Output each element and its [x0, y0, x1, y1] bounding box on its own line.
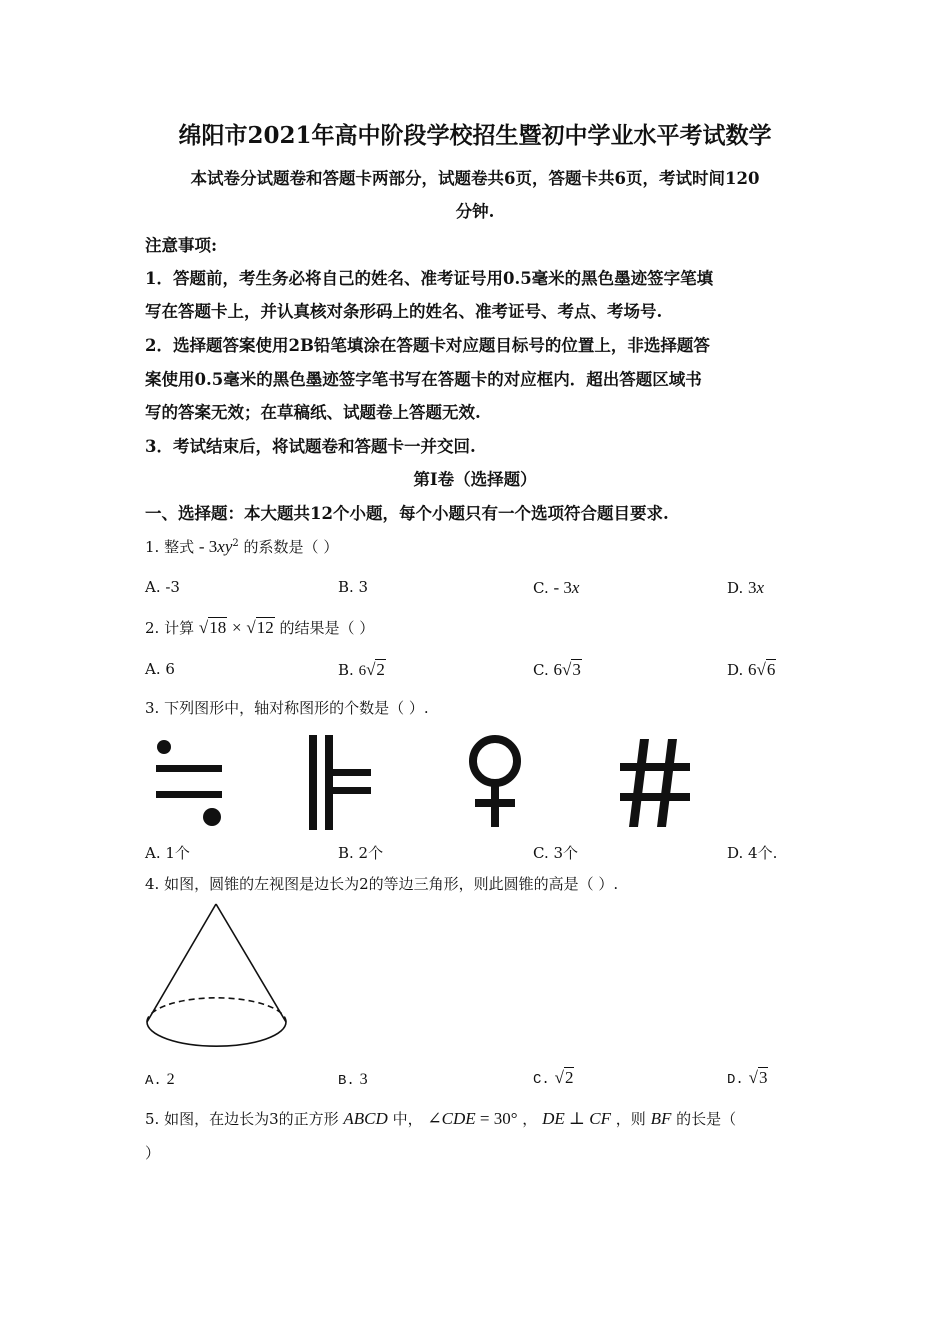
- q2-option-d-label: D.: [727, 661, 744, 679]
- q2-option-b-radicand: 2: [376, 660, 385, 679]
- intro-line-2: 分钟.: [455, 202, 495, 221]
- sqrt-sign-icon: √: [366, 660, 376, 679]
- q2-option-a: A. 6: [145, 660, 175, 678]
- q2-option-b-label: B.: [338, 661, 354, 679]
- q4-option-d: [727, 1068, 768, 1088]
- q4-option-c-label: C.: [533, 1072, 550, 1088]
- notes-item-2-line-2: 案使用0.5毫米的黑色墨迹签字笔书写在答题卡的对应框内．超出答题区域书: [145, 370, 702, 389]
- sqrt-sign-icon: √: [246, 618, 256, 637]
- q1-option-d-label: D.: [727, 579, 744, 597]
- q1-option-c: [533, 578, 579, 598]
- question-2: [145, 617, 374, 638]
- notes-item-1-line-1: 1．答题前，考生务必将自己的姓名、准考证号用0.5毫米的黑色墨迹签字笔填: [145, 269, 714, 288]
- q1-coef: - 3: [198, 537, 218, 556]
- q4-option-c: [533, 1068, 574, 1088]
- sqrt-sign-icon: √: [562, 660, 572, 679]
- q3-option-b: B. 2个: [338, 844, 384, 862]
- parallel-lines-figure-icon: [305, 735, 375, 832]
- page-title: 绵阳市2021年高中阶段学校招生暨初中学业水平考试数学: [178, 122, 772, 149]
- q2-option-b-coef: 6: [358, 663, 367, 679]
- q5-mid: 中，: [392, 1110, 423, 1128]
- hash-figure-icon: [618, 737, 694, 829]
- q5-suffix: 的长是（: [676, 1110, 737, 1128]
- q2-option-d-radicand: 6: [766, 660, 776, 679]
- q2-option-c-label: C.: [533, 661, 549, 679]
- q2-radicand-1: 18: [209, 618, 227, 637]
- notes-item-2-line-3: 写的答案无效；在草稿纸、试题卷上答题无效.: [145, 403, 481, 422]
- intro-line-1: 本试卷分试题卷和答题卡两部分，试题卷共6页，答题卡共6页，考试时间120: [190, 169, 760, 188]
- q5-segment-de: DE: [542, 1109, 565, 1128]
- question-1: [145, 536, 338, 557]
- q5-then: ，则: [615, 1110, 646, 1128]
- sqrt-sign-icon: √: [554, 1068, 564, 1087]
- question-4: 4. 如图，圆锥的左视图是边长为2的等边三角形，则此圆锥的高是（ ）.: [145, 875, 619, 893]
- division-like-figure-icon: [150, 735, 230, 830]
- notes-heading: 注意事项:: [145, 236, 218, 255]
- q3-option-c: C. 3个: [533, 844, 579, 862]
- notes-item-3: 3．考试结束后，将试题卷和答题卡一并交回.: [145, 437, 476, 456]
- q1-option-d: [727, 578, 764, 598]
- question-5: [145, 1108, 736, 1129]
- part-1-heading: 一、选择题：本大题共12个小题，每个小题只有一个选项符合题目要求.: [145, 504, 669, 523]
- q2-option-b: [338, 660, 386, 680]
- q4-option-b-label: B.: [338, 1073, 355, 1089]
- section-title: 第Ⅰ卷（选择题）: [413, 470, 537, 489]
- q4-option-b-value: 3: [359, 1071, 368, 1088]
- q5-segment-bf: BF: [650, 1109, 672, 1128]
- q1-option-b: B. 3: [338, 578, 369, 596]
- q5-angle: ∠CDE: [427, 1109, 476, 1128]
- q1-prefix: 1. 整式: [145, 538, 195, 556]
- q2-option-c-coef: 6: [553, 660, 562, 679]
- q2-option-d: [727, 660, 776, 680]
- q1-option-d-var: x: [756, 578, 765, 597]
- q4-option-d-radicand: 3: [758, 1068, 768, 1087]
- notes-item-2-line-1: 2．选择题答案使用2B铅笔填涂在答题卡对应题目标号的位置上，非选择题答: [145, 336, 710, 355]
- q5-angle-value: = 30°: [475, 1109, 518, 1128]
- q4-option-a-label: A.: [145, 1073, 162, 1089]
- sqrt-sign-icon: √: [756, 660, 766, 679]
- q4-option-b: [338, 1070, 368, 1089]
- q2-prefix: 2. 计算: [145, 619, 195, 637]
- q4-option-a-value: 2: [166, 1071, 175, 1088]
- question-5-line-2: ）: [145, 1144, 161, 1162]
- q1-option-a: A. -3: [145, 578, 180, 596]
- q5-separator: ，: [522, 1110, 538, 1128]
- q5-perp-symbol: ⊥: [564, 1109, 590, 1128]
- q5-square-name: ABCD: [343, 1109, 388, 1128]
- q1-option-c-label: C.: [533, 579, 549, 597]
- q4-option-d-label: D.: [727, 1072, 744, 1088]
- q1-option-d-value: 3: [748, 578, 757, 597]
- q3-option-a: A. 1个: [145, 844, 190, 862]
- q2-option-c-radicand: 3: [572, 660, 581, 679]
- q4-option-a: [145, 1070, 175, 1089]
- q1-option-c-var: x: [571, 578, 580, 597]
- sqrt-sign-icon: √: [198, 618, 209, 637]
- q1-suffix: 的系数是（ ）: [243, 538, 339, 556]
- q2-option-c: [533, 660, 582, 680]
- sqrt-sign-icon: √: [748, 1068, 758, 1087]
- q1-option-c-value: - 3: [553, 578, 572, 597]
- cone-figure-icon: [142, 898, 292, 1054]
- q3-option-d: D. 4个.: [727, 844, 778, 862]
- female-symbol-figure-icon: [462, 733, 528, 830]
- q1-exp: 2: [232, 538, 239, 549]
- q5-prefix: 5. 如图，在边长为3的正方形: [145, 1110, 339, 1128]
- q2-radicand-2: 12: [256, 618, 274, 637]
- q2-times: ×: [232, 618, 242, 637]
- q4-option-c-radicand: 2: [564, 1068, 574, 1087]
- q1-var: xy: [217, 537, 233, 556]
- question-3: 3. 下列图形中，轴对称图形的个数是（ ）.: [145, 699, 429, 717]
- q2-option-d-coef: 6: [748, 660, 757, 679]
- q2-suffix: 的结果是（ ）: [279, 619, 375, 637]
- q5-segment-cf: CF: [589, 1109, 611, 1128]
- notes-item-1-line-2: 写在答题卡上，并认真核对条形码上的姓名、准考证号、考点、考场号.: [145, 302, 663, 321]
